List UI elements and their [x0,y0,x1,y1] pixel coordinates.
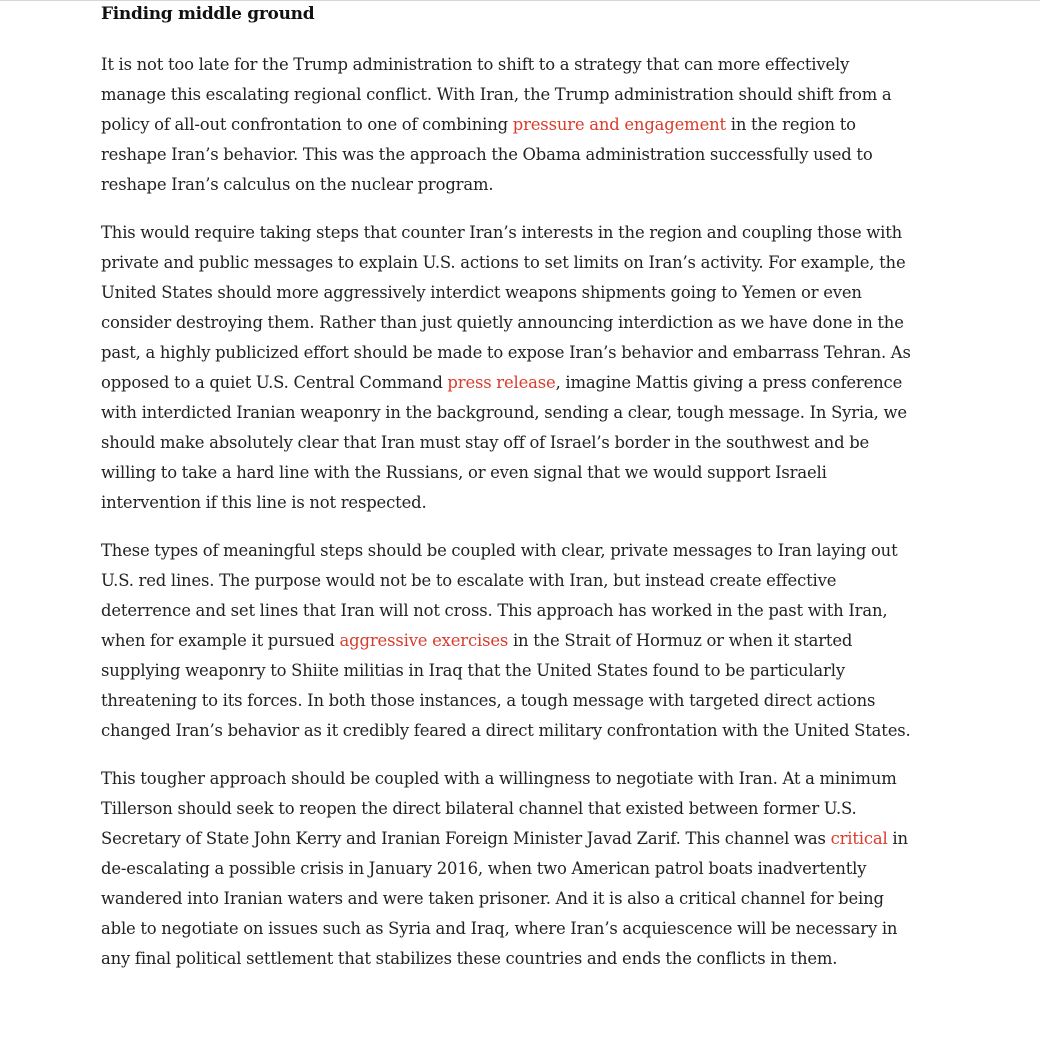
link-aggressive-exercises[interactable]: aggressive exercises [339,631,509,650]
paragraph-text: in de-escalating a possible crisis in January 2016, when two American patrol boats inadvertently wandered into Iranian waters and were taken prisoner. And it is also a critical channel for being able to negotiate on issues such as Syria and Iraq, where Iran’s acquiescence will be necessary in any final political settlement that stabilizes these countries and ends the conflicts in them. [101,829,908,968]
top-divider [0,0,1040,1]
paragraph-text: These types of meaningful steps should be coupled with clear, private messages to Iran laying out U.S. red lines. The purpose would not be to escalate with Iran, but instead create effective deterrence and set lines that Iran will not cross. This approach has worked in the past with Iran, when for example it pursued [101,541,898,650]
paragraph-text: in the Strait of Hormuz or when it started supplying weaponry to Shiite militias in Iraq that the United States found to be particularly threatening to its forces. In both those instances, a tough message with targeted direct actions changed Iran’s behavior as it credibly feared a direct military confrontation with the United States. [101,631,911,740]
link-press-release[interactable]: press release [447,373,556,392]
paragraph-text: , imagine Mattis giving a press conference with interdicted Iranian weaponry in the background, sending a clear, tough message. In Syria, we should make absolutely clear that Iran must stay off of Israel’s border in the southwest and be willing to take a hard line with the Russians, or even signal that we would support Israeli intervention if this line is not respected. [101,373,907,512]
paragraph-3 [101,536,913,746]
link-pressure-and-engagement[interactable]: pressure and engagement [512,115,726,134]
paragraph-text: This tougher approach should be coupled with a willingness to negotiate with Iran. At a minimum Tillerson should seek to reopen the direct bilateral channel that existed between former U.S. Secretary of State John Kerry and Iranian Foreign Minister Javad Zarif. This channel was [101,769,897,848]
article-body [101,2,913,992]
paragraph-text: This would require taking steps that counter Iran’s interests in the region and coupling those with private and public messages to explain U.S. actions to set limits on Iran’s activity. For example, the United States should more aggressively interdict weapons shipments going to Yemen or even consider destroying them. Rather than just quietly announcing interdiction as we have done in the past, a highly publicized effort should be made to expose Iran’s behavior and embarrass Tehran. As opposed to a quiet U.S. Central Command [101,223,911,392]
section-heading: Finding middle ground [101,4,315,24]
paragraph-1 [101,50,913,200]
paragraph-text: in the region to reshape Iran’s behavior. This was the approach the Obama administration successfully used to reshape Iran’s calculus on the nuclear program. [101,115,873,194]
paragraph-4 [101,764,913,974]
paragraph-2 [101,218,913,518]
paragraph-text: It is not too late for the Trump administration to shift to a strategy that can more effectively manage this escalating regional conflict. With Iran, the Trump administration should shift from a policy of all-out confrontation to one of combining [101,55,892,134]
link-critical[interactable]: critical [830,829,888,848]
